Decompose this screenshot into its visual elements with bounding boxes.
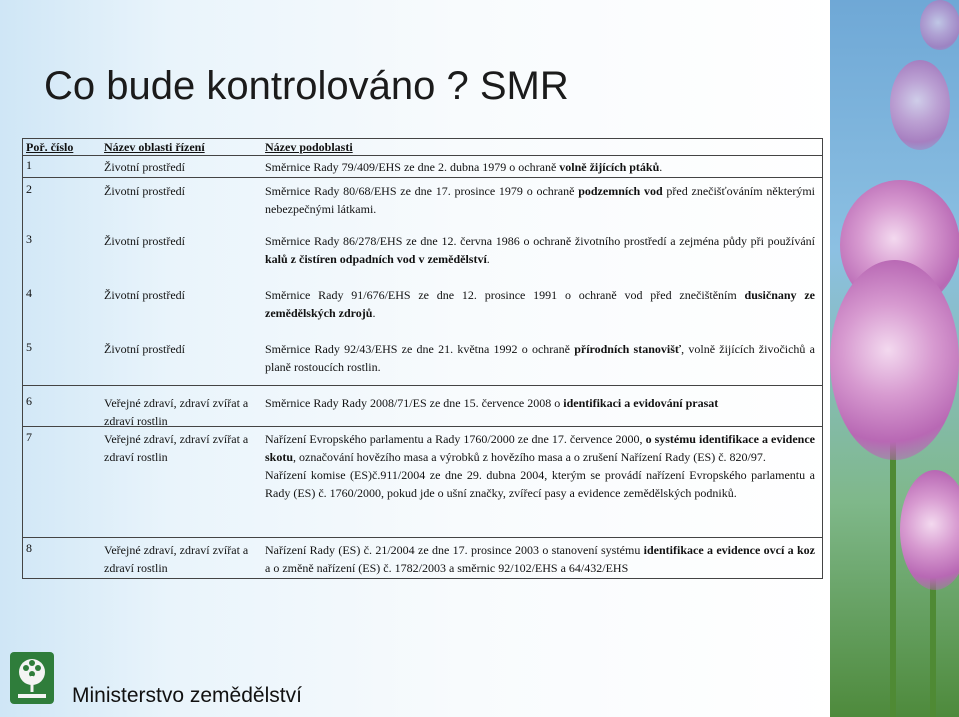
ministry-name: Ministerstvo zemědělství — [72, 684, 302, 707]
page-title: Co bude kontrolováno ? SMR — [44, 64, 569, 108]
ministry-logo-icon — [10, 652, 54, 704]
table-right-border — [822, 138, 823, 579]
header-col-area: Název oblasti řízení — [104, 140, 205, 154]
table-bottom-border — [22, 578, 822, 579]
table-header — [22, 138, 822, 156]
row-divider — [22, 177, 822, 178]
row-divider — [22, 385, 822, 386]
header-col-subarea: Název podoblasti — [265, 140, 353, 154]
table-left-border — [22, 138, 23, 579]
chive-flower-photo — [830, 0, 959, 717]
header-col-number: Poř. číslo — [26, 140, 74, 154]
row-divider — [22, 537, 822, 538]
control-areas-table: Poř. číslo Název oblasti řízení Název podoblasti 1 Životní prostředí Směrnice Rady 79/409/EHS ze dne 2. dubna 1979 o ochraně volně žijících ptáků. 2 Životní prostředí Směrnice Rady 80/68/EHS ze dne 17. prosince 1979 o ochraně podzemních vod před znečišťováním některými nebezpečnými látkami. 3 Životní prostředí Směrnice Rady 86/278/EHS ze dne 12. června 1986 o ochraně životního prostředí a zejména půdy při používání kalů z čistíren odpadních vod v zemědělství. 4 Životní prostředí Směrnice Rady 91/676/EHS ze dne 12. prosince 1991 o ochraně vod před znečištěním dusičnany ze zemědělských zdrojů. 5 Životní prostředí Směrnice Rady 92/43/EHS ze dne 21. května 1992 o ochraně přírodních stanovišť, volně žijících živočichů a planě rostoucích rostlin. 6 Veřejné zdraví, zdraví zvířat a zdraví rostlin Směrnice Rady Rady 2008/71/ES ze dne 15. července 2008 o identifikaci a evidování prasat 7 Veřejné zdraví, zdraví zvířat a zdraví rostlin Nařízení Evropského parlamentu a Rady 1760/2000 ze dne 17. července 2000, o systému identifikace a evidence skotu, označování hovězího masa a výrobků z hovězího masa a o zrušení Nařízení Rady (ES) č. 820/97. Nařízení komise (ES)č.911/2004 ze dne 29. dubna 2004, kterým se provádí nařízení Evropského parlamentu a Rady (ES) č. 1760/2000, pokud jde o ušní značky, zvířecí pasy a evidence zemědělských podniků. 8 Veřejné zdraví, zdraví zvířat a zdraví rostlin Nařízení Rady (ES) č. 21/2004 ze dne 17. prosince 2003 o stanovení systému identifikace a evidence ovcí a koz a o změně nařízení (ES) č. 1782/2003 a směrnic 92/102/EHS a 64/432/EHS — [22, 138, 822, 156]
row-divider — [22, 426, 822, 427]
